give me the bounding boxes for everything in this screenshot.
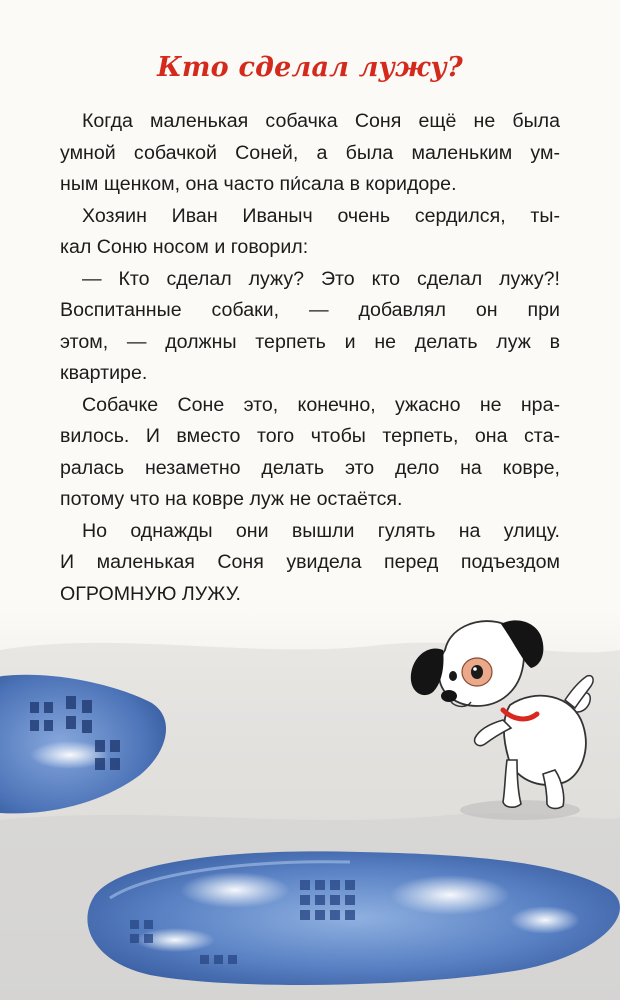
story-line: Когда маленькая собачка Соня ещё не была xyxy=(82,110,560,132)
story-title: Кто сделал лужу? xyxy=(157,52,463,83)
story-line: — Кто сделал лужу? Это кто сделал лужу?! xyxy=(82,267,560,290)
story-line: Воспитанные собаки, — добавлял он при xyxy=(60,299,560,321)
story-line: Но однажды они вышли гулять на улицу. xyxy=(82,519,560,542)
story-line: ОГРОМНУЮ ЛУЖУ. xyxy=(60,582,242,605)
puppy-puddle-illustration xyxy=(0,590,620,1000)
story-line: ралась незаметно делать это дело на ковре, xyxy=(60,456,560,479)
story-text xyxy=(60,106,560,610)
story-line: кал Соню носом и говорил: xyxy=(60,236,309,258)
story-line: умной собачкой Соней, а была маленьким ум- xyxy=(60,141,560,164)
big-puddle xyxy=(87,851,620,985)
story-line: квартире. xyxy=(60,362,148,384)
story-line: этом, — должны терпеть и не делать луж в xyxy=(60,330,560,353)
story-line: вилось. И вместо того чтобы терпеть, она ста- xyxy=(60,425,560,447)
story-line: потому что на ковре луж не остаётся. xyxy=(60,488,403,510)
story-line: Собачке Соне это, конечно, ужасно не нра- xyxy=(82,393,560,416)
story-line: И маленькая Соня увидела перед подъездом xyxy=(60,551,560,573)
story-line: Хозяин Иван Иваныч очень сердился, ты- xyxy=(82,204,560,227)
story-line: ным щенком, она часто пи́сала в коридоре. xyxy=(60,173,457,195)
